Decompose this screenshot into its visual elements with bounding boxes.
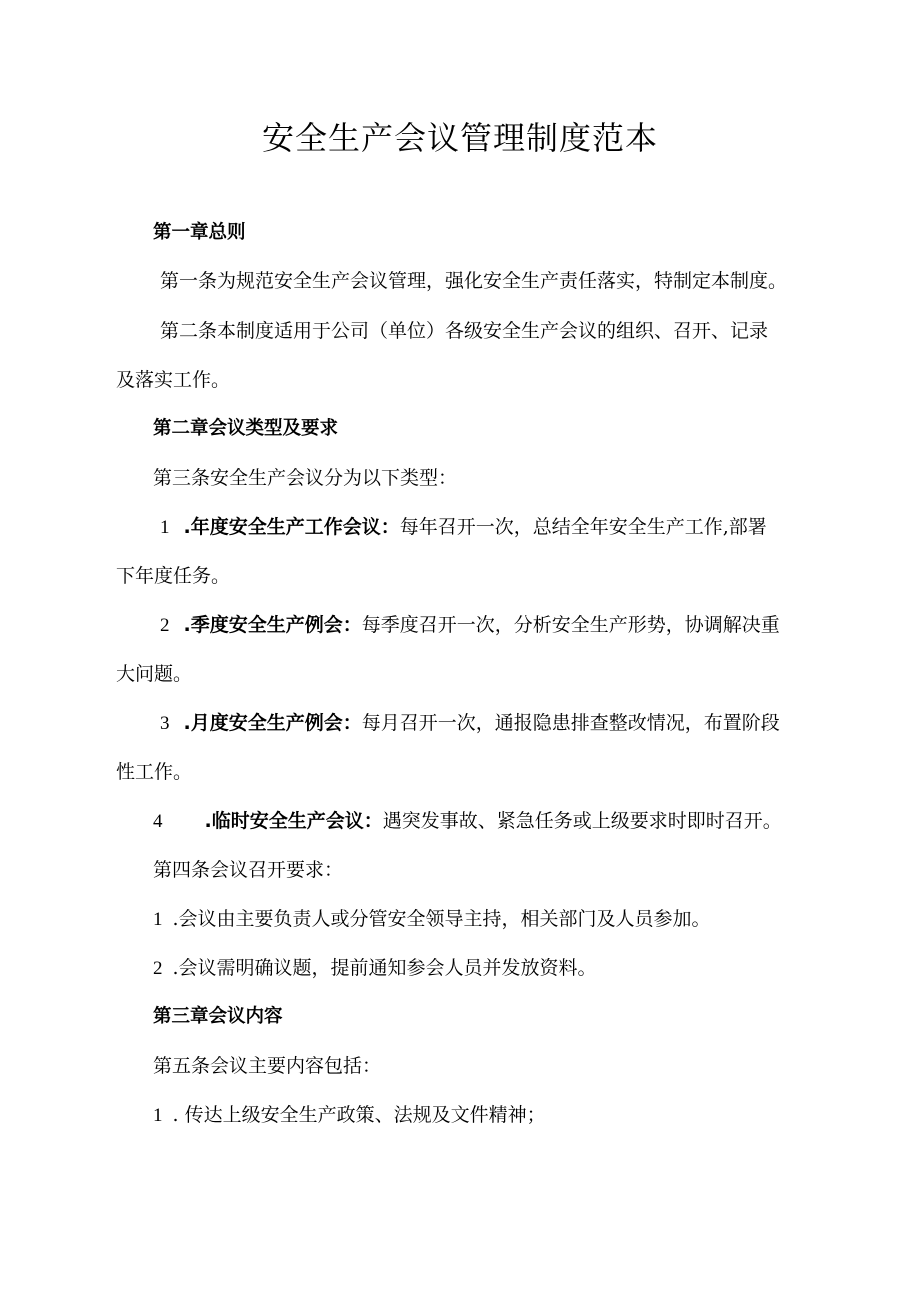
- requirement-text: .会议需明确议题，提前通知参会人员并发放资料。: [172, 957, 597, 979]
- chapter1-heading: 第一章总则: [153, 222, 246, 243]
- requirement-item: [153, 906, 711, 933]
- meeting-type-monthly: [160, 710, 780, 737]
- meeting-type-quarterly: [160, 612, 780, 639]
- list-number: 1: [160, 517, 170, 538]
- meeting-type-name: .月度安全生产例会：: [183, 712, 362, 734]
- meeting-type-desc: 每月召开一次，通报隐患排查整改情况，布置阶段: [361, 712, 780, 734]
- meeting-type-annual-cont: 下年度任务。: [116, 565, 231, 587]
- requirement-item: [153, 955, 597, 982]
- meeting-type-annual: [160, 514, 767, 541]
- chapter2-heading: 第二章会议类型及要求: [153, 418, 339, 439]
- document-title: 安全生产会议管理制度范本: [261, 119, 658, 157]
- list-number: 1: [153, 1105, 163, 1126]
- meeting-type-name: .季度安全生产例会：: [183, 614, 362, 636]
- meeting-type-name: .年度安全生产工作会议：: [183, 516, 400, 538]
- meeting-type-adhoc: [153, 808, 782, 835]
- article3: 第三条安全生产会议分为以下类型：: [153, 467, 458, 489]
- list-number: 2: [153, 958, 163, 979]
- meeting-type-monthly-cont: 性工作。: [116, 761, 193, 783]
- article2-line1: 第二条本制度适用于公司（单位）各级安全生产会议的组织、召开、记录: [160, 320, 769, 342]
- meeting-type-name: .临时安全生产会议：: [204, 810, 383, 832]
- list-number: 1: [153, 909, 163, 930]
- article2-line2: 及落实工作。: [116, 369, 231, 391]
- article1: 第一条为规范安全生产会议管理，强化安全生产责任落实，特制定本制度。: [160, 270, 788, 292]
- article5: 第五条会议主要内容包括：: [153, 1055, 382, 1077]
- content-text: . 传达上级安全生产政策、法规及文件精神；: [172, 1104, 546, 1126]
- meeting-type-desc: 每年召开一次，总结全年安全生产工作,部署: [399, 516, 767, 538]
- list-number: 3: [160, 713, 170, 734]
- meeting-type-quarterly-cont: 大问题。: [116, 663, 193, 685]
- meeting-type-desc: 每季度召开一次，分析安全生产形势，协调解决重: [361, 614, 780, 636]
- list-number: 4: [153, 811, 163, 832]
- list-number: 2: [160, 615, 170, 636]
- requirement-text: .会议由主要负责人或分管安全领导主持，相关部门及人员参加。: [172, 908, 711, 930]
- meeting-type-desc: 遇突发事故、紧急任务或上级要求时即时召开。: [382, 810, 782, 832]
- article4: 第四条会议召开要求：: [153, 859, 344, 881]
- content-item: [153, 1102, 546, 1129]
- chapter3-heading: 第三章会议内容: [153, 1006, 283, 1027]
